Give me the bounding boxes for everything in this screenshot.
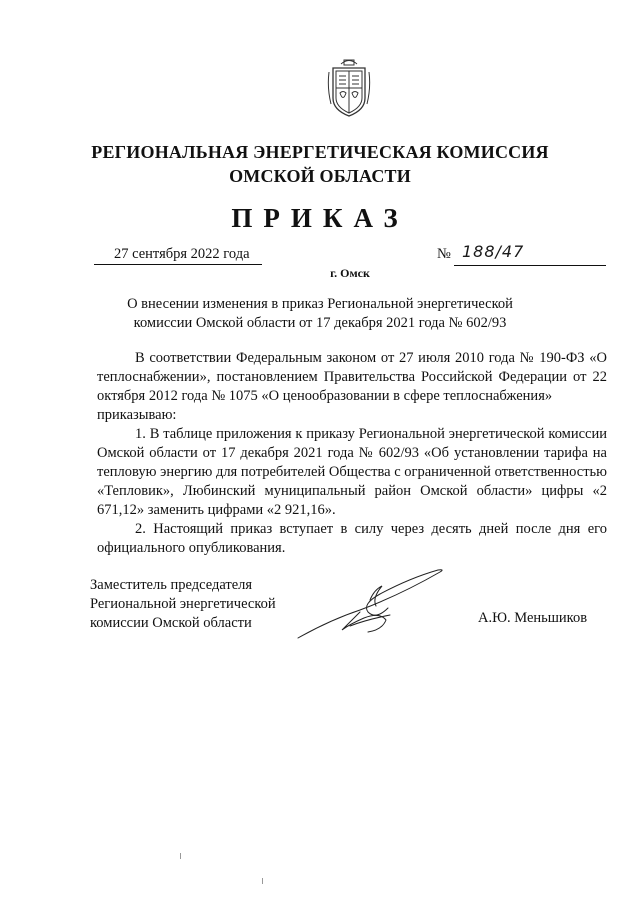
signatory-title-line3: комиссии Омской области xyxy=(90,615,252,631)
number-label: № xyxy=(437,246,451,262)
signatory-title-line1: Заместитель председателя xyxy=(90,577,253,593)
document-city: г. Омск xyxy=(330,266,370,280)
handwritten-signature-icon xyxy=(290,560,450,650)
body-paragraph-2: 2. Настоящий приказ вступает в силу через десять дней после дня его официального опубликования. xyxy=(97,521,607,556)
scan-mark xyxy=(180,853,181,859)
document-subject xyxy=(120,295,520,333)
document-body xyxy=(97,349,607,558)
subject-line1: О внесении изменения в приказ Региональной энергетической xyxy=(127,296,513,312)
subject-line2: комиссии Омской области от 17 декабря 2021 года № 602/93 xyxy=(133,315,507,331)
signatory-title xyxy=(90,576,276,633)
scan-mark xyxy=(262,878,263,884)
org-name-line1: РЕГИОНАЛЬНАЯ ЭНЕРГЕТИЧЕСКАЯ КОМИССИЯ xyxy=(91,142,549,162)
document-date: 27 сентября 2022 года xyxy=(94,246,262,265)
body-order-word: приказываю: xyxy=(97,407,177,423)
body-paragraph-1: 1. В таблице приложения к приказу Региональной энергетической комиссии Омской области от 17 декабря 2021 года № 602/93 «Об установлении тарифа на тепловую энергию для потребителей Общества с ограниченной ответственностью «Тепловик», Любинский муниципальный район Омской области» цифры «2 671,12» заменить цифрами «2 921,16». xyxy=(97,426,607,518)
signatory-name: А.Ю. Меньшиков xyxy=(478,610,588,626)
coat-of-arms-icon xyxy=(327,58,371,118)
signatory-title-line2: Региональной энергетической xyxy=(90,596,276,612)
document-number: 188/47 xyxy=(462,242,525,261)
body-paragraph-preamble: В соответствии Федеральным законом от 27 июля 2010 года № 190-ФЗ «О теплоснабжении», постановлением Правительства Российской Федерации от 22 октября 2012 года № 1075 «О ценообразовании в сфере теплоснабжения» xyxy=(97,350,607,404)
document-type-title: ПРИКАЗ xyxy=(231,203,409,233)
org-name-line2: ОМСКОЙ ОБЛАСТИ xyxy=(229,166,411,186)
